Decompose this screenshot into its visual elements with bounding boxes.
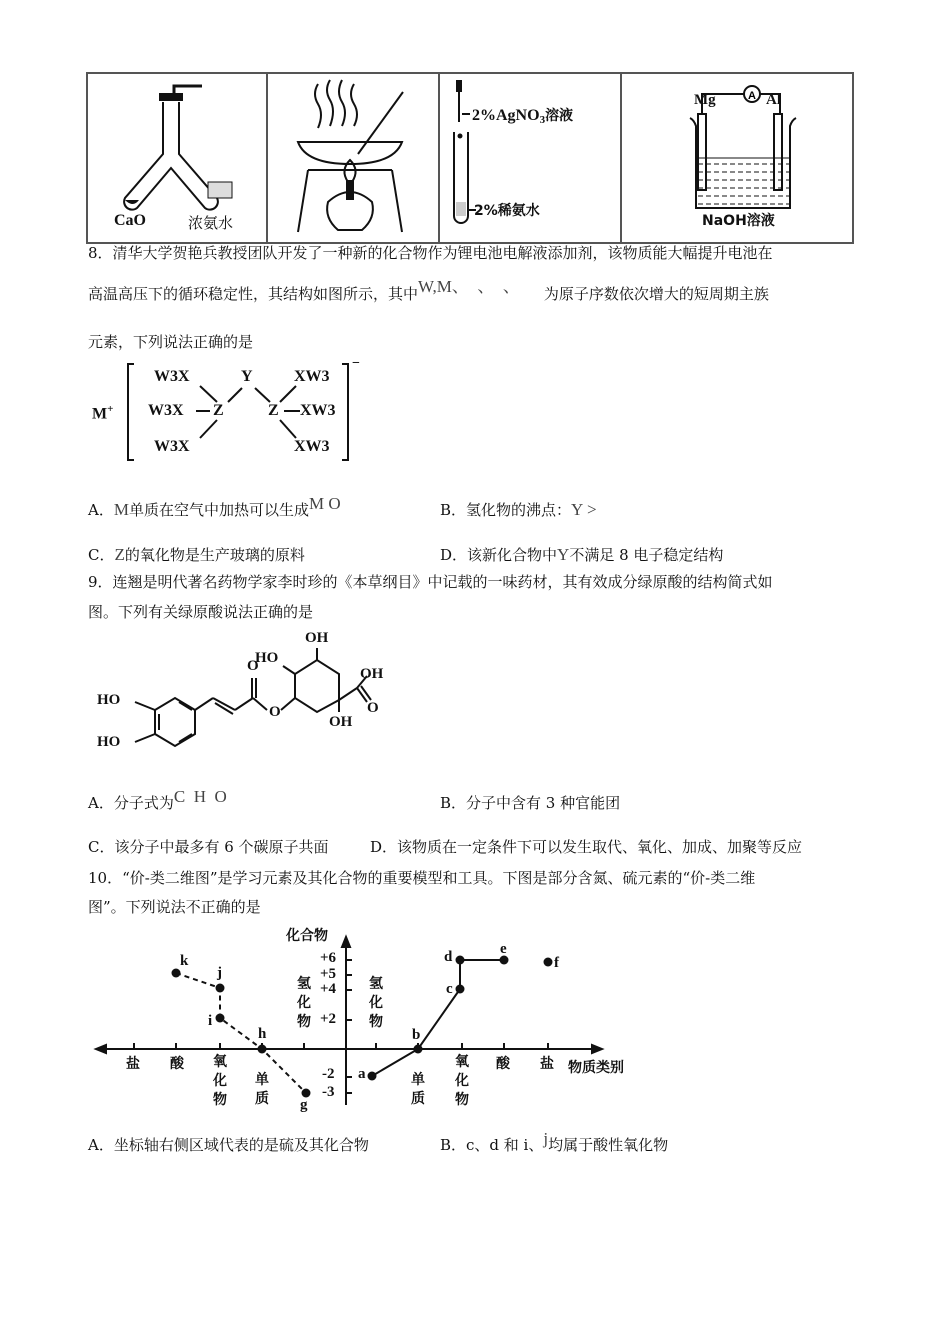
q9-a-formula: C H O <box>173 787 227 806</box>
q9-line1: 9．连翘是明代著名药物学家李时珍的《本草纲目》中记载的一味药材，其有效成分绿原酸的结构简式如 <box>88 573 773 591</box>
q9-option-c: C．该分子中最多有 6 个碳原子共面 <box>88 838 329 856</box>
point-f: f <box>554 955 559 971</box>
q9-a-prefix: A． <box>88 794 114 812</box>
q8-d-text-b: 不满足 8 电子稳定结构 <box>569 546 724 564</box>
q10-b-symbol: j <box>543 1129 549 1148</box>
apparatus-galvanic-cell <box>621 73 853 243</box>
group-left-3: W3X <box>154 438 190 455</box>
chlorogenic-acid-structure <box>95 630 405 770</box>
cation-label <box>92 403 113 423</box>
left-cat-acid: 酸 <box>170 1056 184 1072</box>
bottom-oh-label: OH <box>329 714 353 730</box>
ester-carbonyl-o: O <box>247 658 259 674</box>
q10-line2: 图”。下列说法不正确的是 <box>88 898 261 916</box>
q8-d-text-a: 该新化合物中 <box>467 546 558 564</box>
q9-line2: 图。下列有关绿原酸说法正确的是 <box>88 603 314 621</box>
q8-c-prefix: C． <box>88 546 115 564</box>
point-d: d <box>444 949 453 965</box>
q8-a-formula: M O <box>308 494 341 513</box>
ytick-2: +2 <box>320 1011 337 1027</box>
q9-option-d: D．该物质在一定条件下可以发生取代、氧化、加成、加聚等反应 <box>370 838 803 856</box>
q10-b-text-b: 均属于酸性氧化物 <box>548 1136 669 1154</box>
ammeter-label: A <box>748 90 756 102</box>
q8-line2 <box>88 277 769 304</box>
q10-option-b <box>440 1129 669 1155</box>
left-cat-element: 单质 <box>255 1072 269 1107</box>
point-c: c <box>446 981 453 997</box>
q8-b-prefix: B． <box>440 501 467 519</box>
right-cat-acid: 酸 <box>496 1056 510 1072</box>
apparatus-test-tube <box>439 73 621 243</box>
point-a: a <box>358 1066 366 1082</box>
point-k: k <box>180 953 189 969</box>
right-cat-oxide: 氧化物 <box>455 1054 469 1108</box>
right-cat-hydride: 氢化物 <box>369 976 383 1030</box>
q8-c-symbol: Z <box>114 545 125 564</box>
ester-o: O <box>269 704 281 720</box>
q8-option-a <box>88 494 341 520</box>
top-oh-label: OH <box>305 630 329 646</box>
anion-charge: − <box>352 356 360 371</box>
q8-option-b <box>440 500 597 520</box>
ring-ho-label: HO <box>255 650 279 666</box>
q8-b-formula: Y > <box>571 500 597 519</box>
agno3-suffix: 溶液 <box>545 108 574 124</box>
cation-charge: + <box>107 403 114 415</box>
q8-a-prefix: A． <box>88 501 114 519</box>
point-i: i <box>208 1013 213 1029</box>
q9-option-b: B．分子中含有 3 种官能团 <box>440 794 621 812</box>
evaporating-dish-icon <box>268 74 438 238</box>
point-h: h <box>258 1026 267 1042</box>
core-z-right: Z <box>268 402 279 419</box>
x-axis-label: 物质类别 <box>568 1060 624 1076</box>
q8-option-c <box>88 545 305 565</box>
point-j: j <box>217 965 222 981</box>
group-left-1: W3X <box>154 368 190 385</box>
group-left-2: W3X <box>148 402 184 419</box>
q8-c-text: 的氧化物是生产玻璃的原料 <box>124 546 305 564</box>
ytick-6: +6 <box>320 950 337 966</box>
right-cat-salt: 盐 <box>540 1056 554 1072</box>
q10-line1: 10．“价-类二维图”是学习元素及其化合物的重要模型和工具。下图是部分含氮、硫元素的“价-类二维 <box>88 869 756 887</box>
q8-line2-b: 为原子序数依次增大的短周期主族 <box>543 285 769 303</box>
y-axis-label: 化合物 <box>286 928 328 944</box>
ho-label-1: HO <box>97 692 121 708</box>
conc-ammonia-label: 浓氨水 <box>188 214 234 232</box>
acid-o-label: O <box>367 700 379 716</box>
ytick-neg3: -3 <box>322 1084 335 1100</box>
left-cat-salt: 盐 <box>126 1056 140 1072</box>
ytick-neg2: -2 <box>322 1066 335 1082</box>
center-y: Y <box>241 368 253 385</box>
cooh-oh-label: OH <box>360 666 384 682</box>
q8-line1: 8．清华大学贺艳兵教授团队开发了一种新的化合物作为锂电池电解液添加剂，该物质能大幅提升电池在 <box>88 244 773 262</box>
left-cat-hydride: 氢化物 <box>297 976 311 1030</box>
q10-b-text-a: B．c、d 和 i、 <box>440 1136 544 1154</box>
point-b: b <box>412 1027 421 1043</box>
q9-a-text: 分子式为 <box>113 794 174 812</box>
apparatus-table <box>86 72 854 244</box>
mg-label: Mg <box>694 92 716 108</box>
q8-a-symbol: M <box>113 500 129 519</box>
q8-element-symbols: W,M、 、 、 <box>418 277 520 296</box>
valence-class-chart <box>90 925 660 1120</box>
apparatus-y-tube <box>87 73 267 243</box>
ho-label-2: HO <box>97 734 121 750</box>
right-cat-element: 单质 <box>411 1072 425 1107</box>
point-g: g <box>300 1097 308 1113</box>
dilute-ammonia-label: 2%稀氨水 <box>474 203 540 219</box>
molecule-skeleton-icon <box>95 630 405 770</box>
cation-symbol: M <box>92 405 108 423</box>
agno3-label <box>472 105 573 126</box>
q8-line3: 元素，下列说法正确的是 <box>88 333 254 351</box>
structure-bonds-icon <box>90 360 380 466</box>
ytick-5: +5 <box>320 966 337 982</box>
q8-line2-a: 高温高压下的循环稳定性，其结构如图所示，其中 <box>88 285 419 303</box>
naoh-label: NaOH溶液 <box>702 213 775 229</box>
q8-b-text: 氢化物的沸点： <box>466 501 572 519</box>
q8-structure <box>90 356 380 466</box>
point-e: e <box>500 941 507 957</box>
q9-option-a <box>88 787 227 813</box>
group-right-1: XW3 <box>294 368 330 385</box>
q10-option-a: A．坐标轴右侧区域代表的是硫及其化合物 <box>88 1136 369 1154</box>
al-label: Al <box>766 92 781 108</box>
q8-option-d <box>440 545 723 565</box>
group-right-2: XW3 <box>300 402 336 419</box>
q8-d-symbol: Y <box>557 545 570 564</box>
agno3-text: 2%AgNO <box>472 107 540 124</box>
apparatus-evaporation <box>267 73 439 243</box>
cao-label: CaO <box>114 212 146 229</box>
group-right-3: XW3 <box>294 438 330 455</box>
q8-a-text: 单质在空气中加热可以生成 <box>128 501 309 519</box>
ytick-4: +4 <box>320 981 337 997</box>
q8-d-prefix: D． <box>440 546 468 564</box>
agno3-sub: 3 <box>539 114 546 126</box>
core-z-left: Z <box>213 402 224 419</box>
left-cat-oxide: 氧化物 <box>213 1054 227 1108</box>
